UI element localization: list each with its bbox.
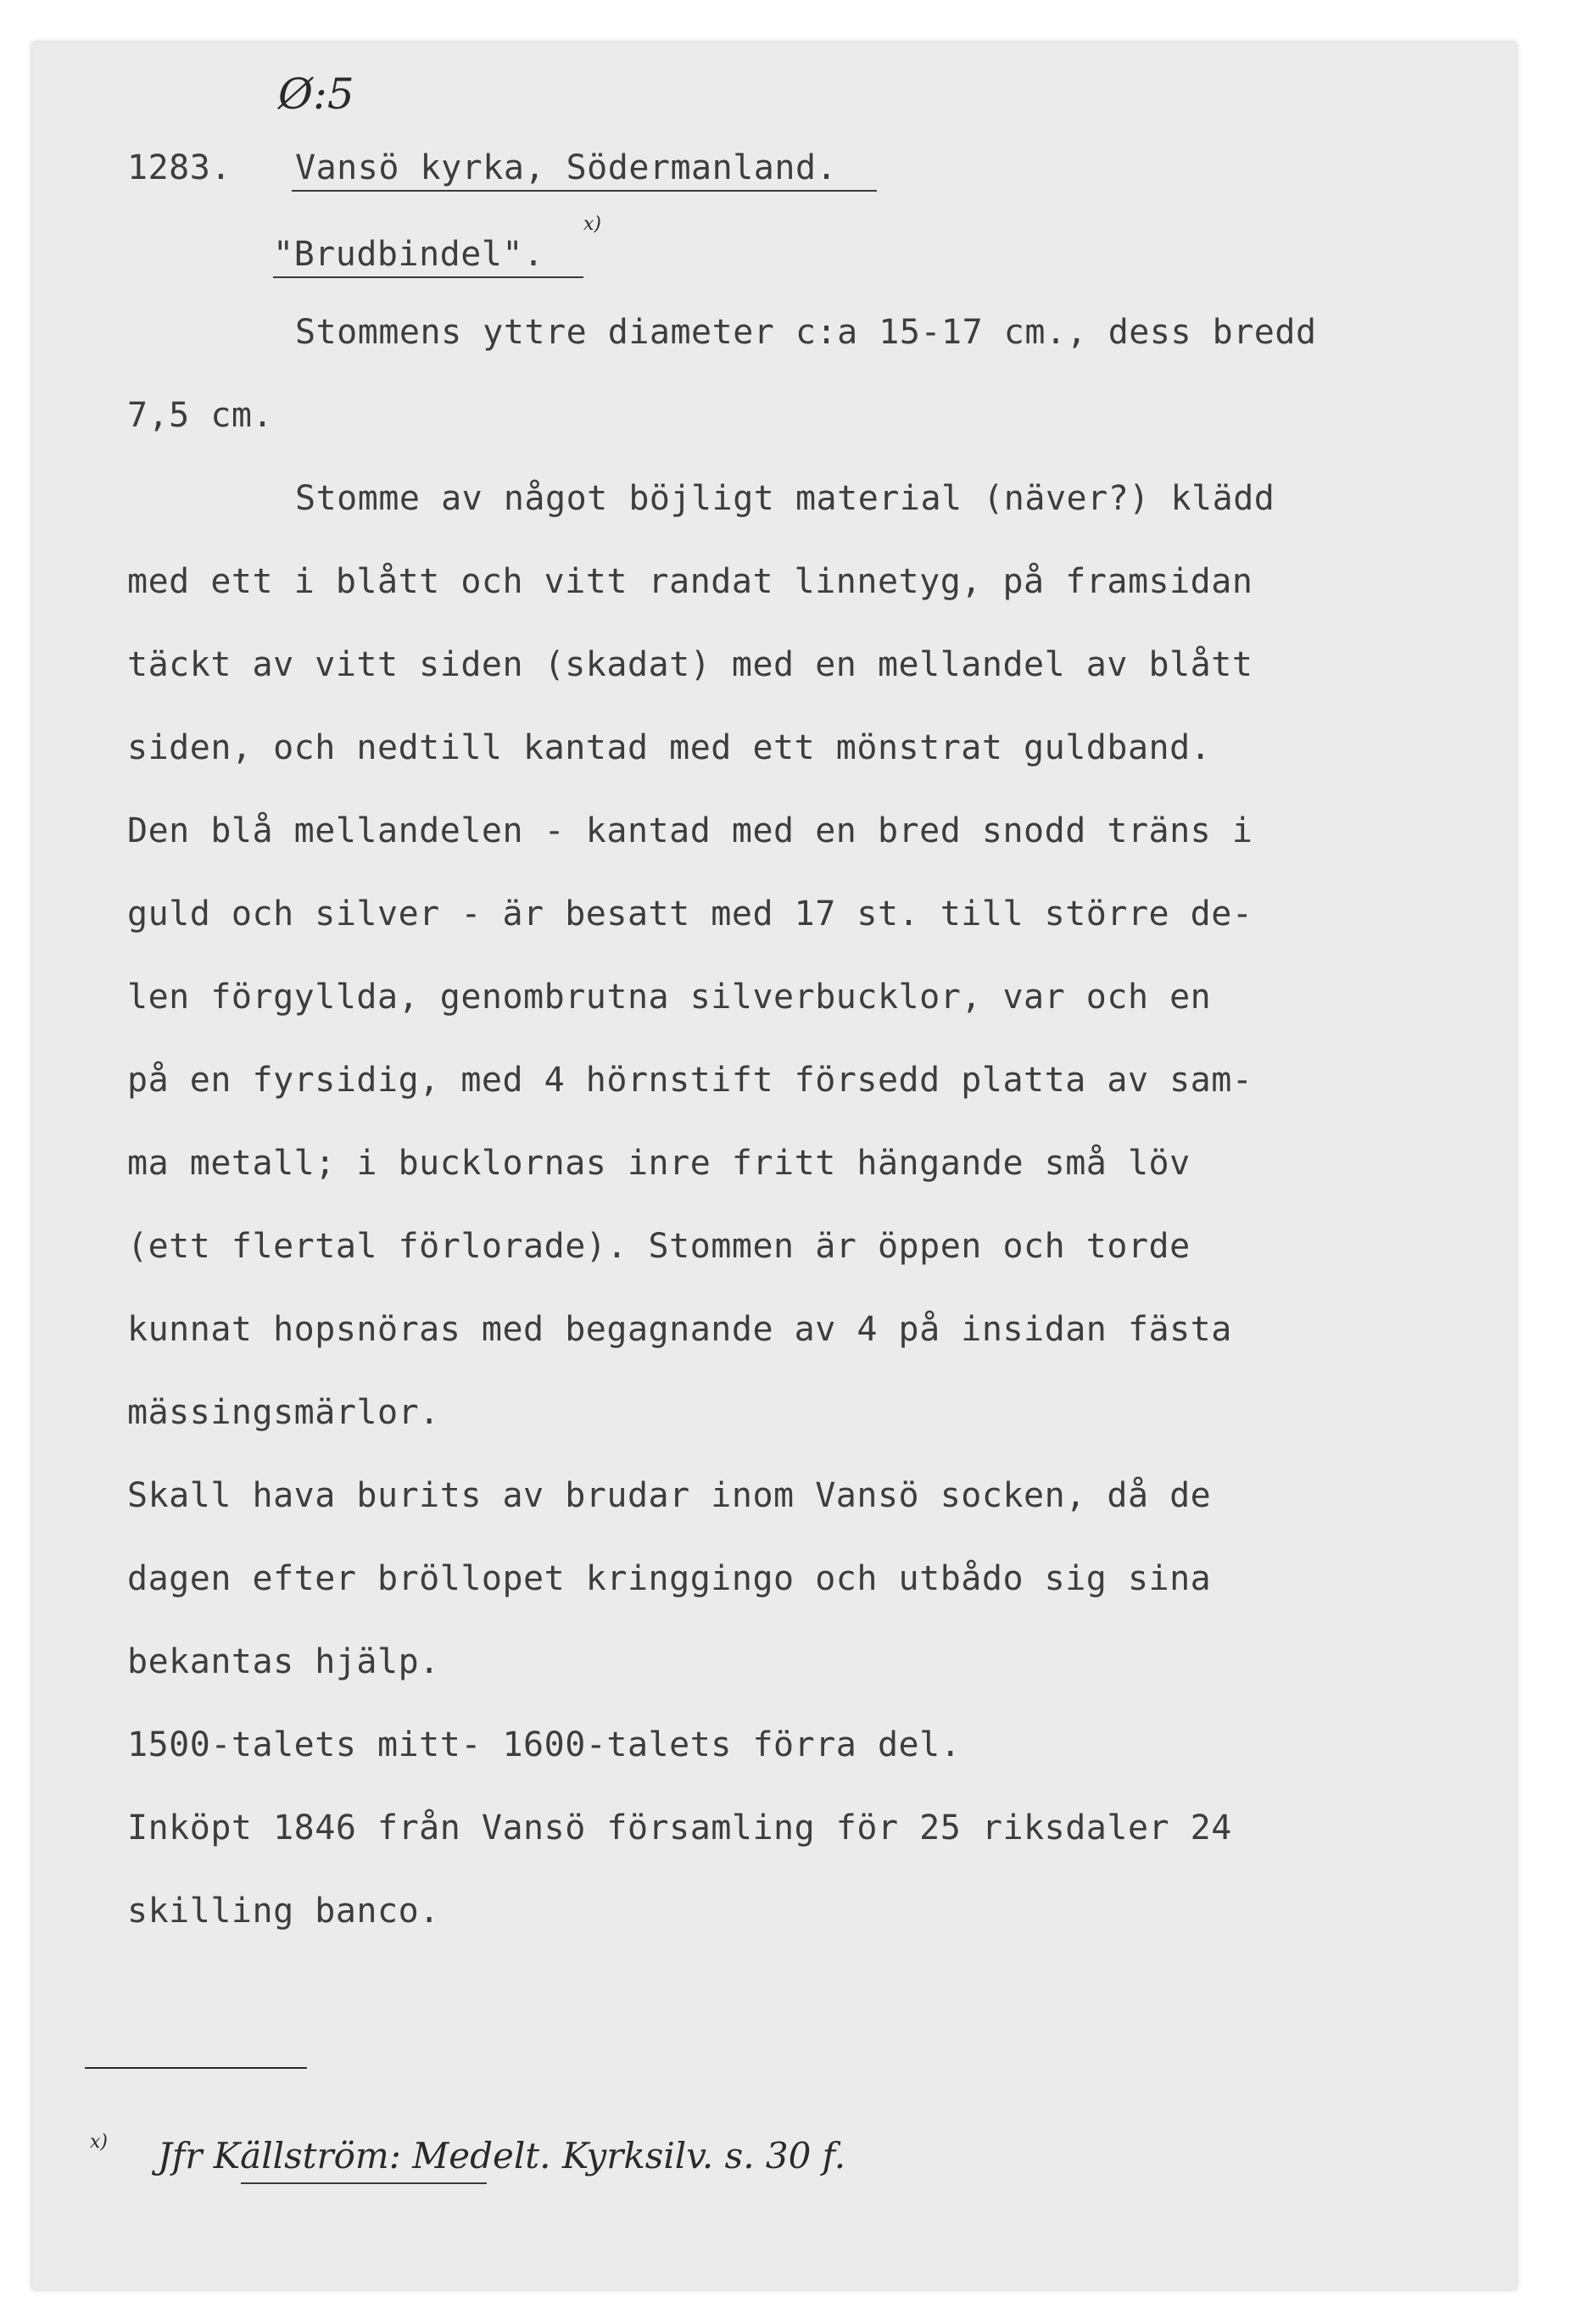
text-line-19: Inköpt 1846 från Vansö församling för 25 riksdaler 24: [127, 1808, 1232, 1847]
text-line-12: (ett flertal förlorade). Stommen är öppen och torde: [127, 1227, 1191, 1266]
catalog-number: 1283.: [127, 148, 232, 187]
text-line-13: kunnat hopsnöras med begagnande av 4 på insidan fästa: [127, 1310, 1232, 1349]
text-line-18: 1500-talets mitt- 1600-talets förra del.: [127, 1725, 962, 1764]
text-line-10: på en fyrsidig, med 4 hörnstift försedd platta av sam-: [127, 1061, 1253, 1100]
footnote-rule: [85, 2067, 307, 2069]
text-line-9: len förgyllda, genombrutna silverbucklor, var och en: [127, 978, 1212, 1017]
footnote-text: Jfr Källström: Medelt. Kyrksilv. s. 30 f.: [158, 2135, 846, 2176]
text-line-5: täckt av vitt siden (skadat) med en mellandel av blått: [127, 645, 1253, 684]
text-line-1: Stommens yttre diameter c:a 15-17 cm., dess bredd: [295, 313, 1317, 352]
text-line-3: Stomme av något böjligt material (näver?) klädd: [295, 479, 1275, 518]
text-line-16: dagen efter bröllopet kringgingo och utbådo sig sina: [127, 1559, 1212, 1598]
text-line-4: med ett i blått och vitt randat linnetyg, på framsidan: [127, 562, 1253, 601]
text-line-6: siden, och nedtill kantad med ett mönstrat guldband.: [127, 728, 1212, 767]
archive-mark: Ø:5: [278, 70, 354, 119]
document-sheet: [32, 42, 1516, 2289]
footnote-author-underline: [241, 2182, 487, 2184]
text-line-15: Skall hava burits av brudar inom Vansö socken, då de: [127, 1476, 1212, 1515]
heading-title: "Brudbindel".: [273, 235, 544, 274]
text-line-8: guld och silver - är besatt med 17 st. till större de-: [127, 894, 1253, 934]
text-line-7: Den blå mellandelen - kantad med en bred snodd träns i: [127, 811, 1253, 850]
text-line-14: mässingsmärlor.: [127, 1393, 440, 1432]
heading-place-underline: [292, 190, 877, 192]
heading-place: Vansö kyrka, Södermanland.: [295, 148, 838, 187]
text-line-17: bekantas hjälp.: [127, 1642, 440, 1681]
text-line-20: skilling banco.: [127, 1892, 440, 1931]
text-line-2: 7,5 cm.: [127, 396, 274, 435]
title-footnote-marker: x): [583, 214, 601, 235]
text-line-11: ma metall; i bucklornas inre fritt hängande små löv: [127, 1144, 1191, 1183]
footnote-marker: x): [90, 2132, 108, 2153]
heading-title-underline: [273, 276, 583, 278]
